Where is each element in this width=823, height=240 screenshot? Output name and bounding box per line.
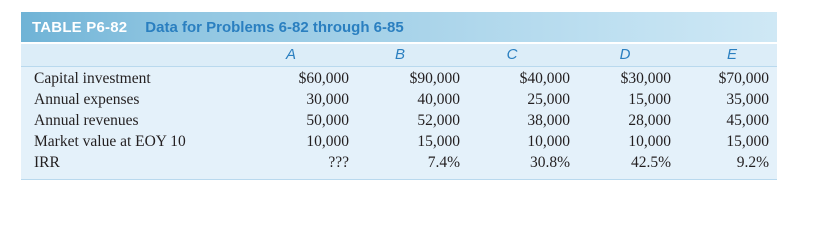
table-cell: 30,000 xyxy=(306,91,349,108)
table-cell: 30.8% xyxy=(529,154,570,171)
table-row xyxy=(21,133,777,154)
row-label: Annual expenses xyxy=(34,91,140,108)
column-header-b: B xyxy=(394,46,405,63)
table-label: TABLE P6-82 xyxy=(32,18,128,36)
table-cell: 15,000 xyxy=(417,133,460,150)
table-cell: 15,000 xyxy=(726,133,769,150)
table-cell: 40,000 xyxy=(417,91,460,108)
table-cell: 10,000 xyxy=(527,133,570,150)
table-cell: 38,000 xyxy=(527,112,570,129)
table-cell: 45,000 xyxy=(726,112,769,129)
column-header-d: D xyxy=(619,46,631,63)
table-cell: $60,000 xyxy=(298,70,349,87)
column-header-row xyxy=(21,44,777,67)
table-cell: 35,000 xyxy=(726,91,769,108)
data-table xyxy=(21,12,777,180)
table-cell: $90,000 xyxy=(409,70,460,87)
column-header-c: C xyxy=(506,46,518,63)
table-row xyxy=(21,70,777,91)
table-cell: 52,000 xyxy=(417,112,460,129)
table-row xyxy=(21,154,777,175)
table-cell: $70,000 xyxy=(718,70,769,87)
row-label: Market value at EOY 10 xyxy=(34,133,186,150)
table-row xyxy=(21,112,777,133)
table-cell: 9.2% xyxy=(736,154,769,171)
table-cell: 10,000 xyxy=(306,133,349,150)
table-cell: $40,000 xyxy=(519,70,570,87)
table-cell: ??? xyxy=(328,154,349,171)
table-cell: 42.5% xyxy=(630,154,671,171)
table-caption: Data for Problems 6-82 through 6-85 xyxy=(145,18,404,36)
table-cell: $30,000 xyxy=(620,70,671,87)
table-cell: 50,000 xyxy=(306,112,349,129)
table-cell: 10,000 xyxy=(628,133,671,150)
table-body xyxy=(21,67,777,180)
table-cell: 25,000 xyxy=(527,91,570,108)
table-cell: 28,000 xyxy=(628,112,671,129)
row-label: IRR xyxy=(34,154,60,171)
table-cell: 7.4% xyxy=(427,154,460,171)
row-label: Annual revenues xyxy=(34,112,139,129)
row-label: Capital investment xyxy=(34,70,151,87)
column-header-a: A xyxy=(285,46,296,63)
table-title-bar xyxy=(21,12,777,44)
table-row xyxy=(21,91,777,112)
column-header-e: E xyxy=(726,46,737,63)
table-cell: 15,000 xyxy=(628,91,671,108)
